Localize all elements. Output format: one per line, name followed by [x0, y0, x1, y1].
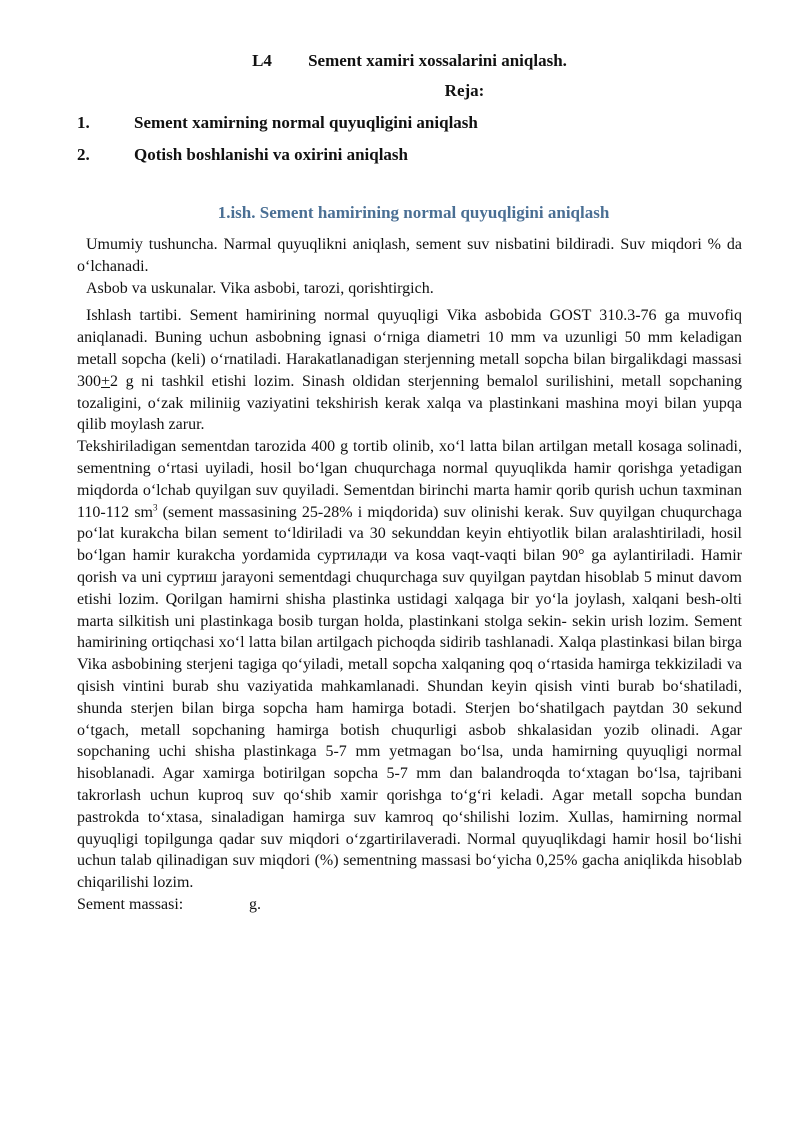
- plan-item: [77, 110, 742, 142]
- paragraph-procedure: [77, 305, 742, 436]
- plan-item-number: 1.: [77, 113, 90, 132]
- lab-number: L4: [252, 51, 272, 70]
- page-title: [77, 48, 742, 74]
- plan-item: [77, 142, 742, 174]
- plus-minus-sign: +: [101, 372, 111, 390]
- document-page: [77, 48, 742, 916]
- procedure-text-b: 2 g ni tashkil etishi lozim. Sinash oldidan sterjenning bemalol surilishini, metall sopchaning tozaligini, o‘zak miliniig vaziyatini tekshirish kerak xalqa va plastinkani mashina moyi bilan yupqa qilib moylash zarur.: [77, 372, 742, 434]
- main-text-b: (sement massasining 25-28% i miqdorida) suv olinishi kerak. Suv quyilgan chuqurchaga po‘lat kurakcha bilan sement to‘ldiriladi va 30 sekunddan keyin ehtiyotlik bilan aralashtiriladi, hosil bo‘lgan hamir kurakcha yordamida суртилади va kosa vaqt-vaqti bilan 90° ga aylantiriladi. Hamir qorish va uni суртиш jarayoni sementdagi chuqurchaga suv quyilgan paytdan hisoblab 5 minut davom etishi lozim. Qorilgan hamirni shisha plastinka ustidagi xalqaga bir yo‘la joylash, xalqani besh-olti marta silkitish uni plastinkaga bosib turgan holda, plastinkani stolga sekin- sekin urish lozim. Sement hamirining ortiqchasi xo‘l latta bilan artilgach pichoqda sidirib tashlanadi. Xalqa plastinkasi bilan birga Vika asbobining sterjeni tagiga qo‘yiladi, metall sopcha xalqaning qoq o‘rtasida hamirga tekkiziladi va qisish vintini burab shu vaziyatida mahkamlanadi. Shundan keyin qisish vinti burab bo‘shatiladi, shunda sterjen bilan birga sopcha ham hamirga botadi. Sterjen bo‘shatilgach paytdan 30 sekund o‘tgach, metall sopchaning hamirga botish chuqurligi asbob shkalasidan yozib olinadi. Agar sopchaning uchi shisha plastinkaga 5-7 mm yetmagan bo‘lsa, unda hamirning quyuqligi normal hisoblanadi. Agar xamirga botirilgan sopcha 5-7 mm dan balandroqda to‘xtagan bo‘lsa, tajribani takrorlash uchun kuproq suv qo‘shib xamir qorishga to‘g‘ri keladi. Agar metall sopcha bundan pastrokda to‘xtasa, sinaladigan hamirga suv kamroq qo‘shilishi lozim. Xullas, hamirning normal quyuqligi topilgunga qadar suv miqdori o‘zgartirilaveradi. Normal quyuqlikdagi hamir hosil bo‘lishi uchun talab qilinadigan suv miqdori (%) sementning massasi bo‘yicha 0,25% gacha aniqlikda hisoblab chiqarilishi lozim.: [77, 503, 743, 892]
- cement-mass-line: [77, 894, 742, 916]
- superscript: 3: [153, 502, 158, 513]
- paragraph-main: [77, 436, 742, 894]
- plan-item-text: Sement xamirning normal quyuqligini aniqlash: [134, 113, 478, 132]
- plan-label: Reja:: [444, 81, 485, 100]
- paragraph-tools: Asbob va uskunalar. Vika asbobi, tarozi, qorishtirgich.: [86, 279, 434, 297]
- paragraph-general: Umumiy tushuncha. Narmal quyuqlikni aniqlash, sement suv nisbatini bildiradi. Suv miqdori % da o‘lchanadi.: [77, 236, 742, 275]
- section-heading: 1.ish. Sement hamirining normal quyuqligini aniqlash: [217, 203, 610, 222]
- title-text: Sement xamiri xossalarini aniqlash.: [308, 51, 567, 70]
- plan-item-number: 2.: [77, 145, 90, 164]
- cement-mass-label: Sement massasi:: [77, 895, 184, 913]
- plan-item-text: Qotish boshlanishi va oxirini aniqlash: [134, 145, 408, 164]
- cement-mass-unit: g.: [249, 895, 261, 913]
- procedure-text-a: Ishlash tartibi. Sement hamirining normal quyuqligi Vika asbobida GOST 310.3-76 ga muvofiq aniqlanadi. Buning uchun asbobning ignasi o‘rniga diametri 10 mm va uzunligi 50 mm keladigan metall sopcha (keli) o‘rnatiladi. Harakatlanadigan sterjenning metall sopcha bilan birgalikdagi massasi 300: [77, 307, 742, 390]
- main-text-a: Tekshiriladigan sementdan tarozida 400 g tortib olinib, xo‘l latta bilan artilgan metall kosaga solinadi, sementning o‘rtasi uyiladi, hosil bo‘lgan chuqurchaga normal quyuqlikda hamir qorishga yetadigan miqdorda o‘lchab quyilgan suv quyiladi. Sementdan birinchi marta hamir qorib qurish uchun taxminan 110-112 sm: [77, 438, 742, 521]
